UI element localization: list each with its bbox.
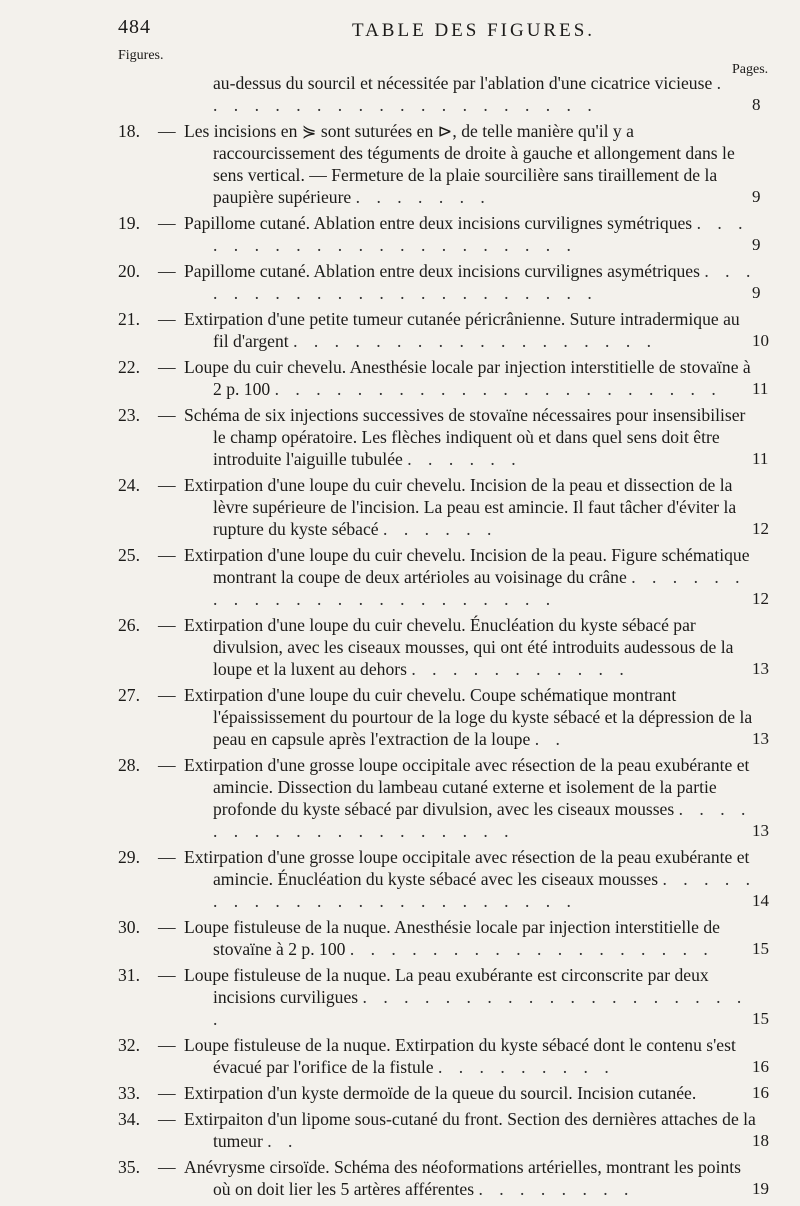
figures-column-label: Figures. — [118, 48, 164, 63]
entry-number: 35. — [118, 1157, 140, 1177]
entry-number: 28. — [118, 755, 140, 775]
entry-page: 9 — [752, 283, 761, 302]
entry-number: 34. — [118, 1109, 140, 1129]
entry-number: 30. — [118, 917, 140, 937]
entry-dash: — — [158, 357, 176, 377]
entry-number: 27. — [118, 685, 140, 705]
entry-text: Extirpation d'une petite tumeur cutanée péricrânienne. Suture intradermique au fil d'argent — [184, 309, 740, 351]
entry-text: Extirpation d'un kyste dermoïde de la queue du sourcil. Incision cutanée. — [184, 1083, 697, 1103]
entry-page: 11 — [752, 379, 769, 398]
entry-dash: — — [158, 405, 176, 425]
entry-dash: — — [158, 475, 176, 495]
entry-dash: — — [158, 213, 176, 233]
list-item: 28. — Extirpation d'une grosse loupe occipitale avec résection de la peau exubérante et amincie. Dissection du lambeau cutané externe et isolement de la partie profonde du kyste sébacé par divulsion, avec les ciseaux mousses . . . . . . . . . . . . . . . . . . . 13 — [0, 754, 800, 842]
list-item: 24. — Extirpation d'une loupe du cuir chevelu. Incision de la peau et dissection de la lèvre supérieure de l'incision. La peau est amincie. Il faut tâcher d'éviter la rupture du kyste sébacé . . . . . . 12 — [0, 474, 800, 540]
entry-number: 33. — [118, 1083, 140, 1103]
list-item: 26. — Extirpation d'une loupe du cuir chevelu. Énucléation du kyste sébacé par divulsion, avec les ciseaux mousses, qui ont été introduits audessous de la loupe et la luxent au dehors . . . . . . . . . . . 13 — [0, 614, 800, 680]
entry-text: Les incisions en ⋟ sont suturées en ⊳, de telle manière qu'il y a raccourcissement des téguments de droite à gauche et allongement dans le sens vertical. — Fermeture de la plaie sourcilière sans tiraillement de la paupière supérieure — [184, 121, 735, 207]
entry-dash: — — [158, 965, 176, 985]
list-item: 23. — Schéma de six injections successives de stovaïne nécessaires pour insensibiliser le champ opératoire. Les flèches indiquent où et dans quel sens doit être introduite l'aiguille tubulée . . . . . . 11 — [0, 404, 800, 470]
entry-text: Loupe fistuleuse de la nuque. Extirpation du kyste sébacé dont le contenu s'est évacué par l'orifice de la fistule — [184, 1035, 736, 1077]
list-item: 20. — Papillome cutané. Ablation entre deux incisions curvilignes asymétriques . . . . . . . . . . . . . . . . . . . . . . 9 — [0, 260, 800, 304]
list-item — [0, 1082, 800, 1104]
entry-page: 13 — [752, 821, 769, 840]
entry-text: Papillome cutané. Ablation entre deux incisions curvilignes asymétriques — [184, 261, 700, 281]
list-item: au-dessus du sourcil et nécessitée par l'ablation d'une cicatrice vicieuse . . . . . . . . . . . . . . . . . . . . 8 — [0, 72, 800, 116]
entry-text: Extirpaiton d'un lipome sous-cutané du front. Section des dernières attaches de la tumeur — [184, 1109, 756, 1151]
entry-number: 20. — [118, 261, 140, 281]
list-item: 32. — Loupe fistuleuse de la nuque. Extirpation du kyste sébacé dont le contenu s'est évacué par l'orifice de la fistule . . . . . . . . . 16 — [0, 1034, 800, 1078]
list-item: 30. — Loupe fistuleuse de la nuque. Anesthésie locale par injection interstitielle de stovaïne à 2 p. 100 . . . . . . . . . . . . . . . . . . 15 — [0, 916, 800, 960]
entry-number: 32. — [118, 1035, 140, 1055]
entry-text: Extirpation d'une grosse loupe occipitale avec résection de la peau exubérante et amincie. Énucléation du kyste sébacé avec les ciseaux mousses — [184, 847, 750, 889]
entry-dash: — — [158, 917, 176, 937]
list-item: 25. — Extirpation d'une loupe du cuir chevelu. Incision de la peau. Figure schématique montrant la coupe de deux artérioles au voisinage du crâne . . . . . . . . . . . . . . . . . . . . . . . 12 — [0, 544, 800, 610]
entry-dash: — — [158, 1083, 176, 1103]
entry-number: 19. — [118, 213, 140, 233]
entry-dash: — — [158, 847, 176, 867]
entry-text: Extirpation d'une loupe du cuir chevelu. Coupe schématique montrant l'épaississement du pourtour de la loge du kyste sébacé et la dépression de la peau en capsule après l'extraction de la loupe — [184, 685, 753, 749]
figure-list — [0, 72, 800, 1204]
list-item: 22. — Loupe du cuir chevelu. Anesthésie locale par injection interstitielle de stovaïne à 2 p. 100 . . . . . . . . . . . . . . . . . . . . . . 11 — [0, 356, 800, 400]
entry-number: 21. — [118, 309, 140, 329]
list-item: 21. — Extirpation d'une petite tumeur cutanée péricrânienne. Suture intradermique au fil d'argent . . . . . . . . . . . . . . . . . . 10 — [0, 308, 800, 352]
list-item: 29. — Extirpation d'une grosse loupe occipitale avec résection de la peau exubérante et amincie. Énucléation du kyste sébacé avec les ciseaux mousses . . . . . . . . . . . . . . . . . . . . . . . 14 — [0, 846, 800, 912]
entry-dash: — — [158, 121, 176, 141]
entry-dash: — — [158, 1157, 176, 1177]
entry-number: 31. — [118, 965, 140, 985]
entry-text: Loupe du cuir chevelu. Anesthésie locale par injection interstitielle de stovaïne à 2 p. 100 — [184, 357, 751, 399]
entry-number: 25. — [118, 545, 140, 565]
entry-page: 16 — [752, 1057, 769, 1076]
entry-text: Extirpation d'une grosse loupe occipitale avec résection de la peau exubérante et amincie. Dissection du lambeau cutané externe et isolement de la partie profonde du kyste sébacé par divulsion, avec les ciseaux mousses — [184, 755, 750, 819]
entry-page: 12 — [752, 589, 769, 608]
entry-page: 15 — [752, 939, 769, 958]
list-item: 27. — Extirpation d'une loupe du cuir chevelu. Coupe schématique montrant l'épaississement du pourtour de la loge du kyste sébacé et la dépression de la peau en capsule après l'extraction de la loupe . . 13 — [0, 684, 800, 750]
entry-dash: — — [158, 755, 176, 775]
entry-number: 23. — [118, 405, 140, 425]
entry-page: 13 — [752, 659, 769, 678]
entry-page: 8 — [752, 95, 761, 114]
entry-dash: — — [158, 261, 176, 281]
entry-number: 26. — [118, 615, 140, 635]
entry-page: 19 — [752, 1179, 769, 1198]
entry-number: 29. — [118, 847, 140, 867]
list-item: 31. — Loupe fistuleuse de la nuque. La peau exubérante est circonscrite par deux incisions curviligues . . . . . . . . . . . . . . . . . . . . 15 — [0, 964, 800, 1030]
entry-dash: — — [158, 1109, 176, 1129]
pages-column-label: Pages. — [732, 62, 769, 77]
entry-text: Loupe fistuleuse de la nuque. La peau exubérante est circonscrite par deux incisions curviligues — [184, 965, 709, 1007]
list-item: 18. — Les incisions en ⋟ sont suturées en ⊳, de telle manière qu'il y a raccourcissement des téguments de droite à gauche et allongement dans le sens vertical. — Fermeture de la plaie sourcilière sans tiraillement de la paupière supérieure . . . . . . . 9 — [0, 120, 800, 208]
entry-page: 9 — [752, 187, 761, 206]
entry-number: 22. — [118, 357, 140, 377]
entry-text: Extirpation d'une loupe du cuir chevelu. Incision de la peau. Figure schématique montrant la coupe de deux artérioles au voisinage du crâne — [184, 545, 750, 587]
list-item: 19. — Papillome cutané. Ablation entre deux incisions curvilignes symétriques . . . . . . . . . . . . . . . . . . . . . 9 — [0, 212, 800, 256]
list-item: 35. — Anévrysme cirsoïde. Schéma des néoformations artérielles, montrant les points où on doit lier les 5 artères afférentes . . . . . . . . 19 — [0, 1156, 800, 1200]
entry-page: 16 — [752, 1083, 769, 1102]
entry-dash: — — [158, 685, 176, 705]
entry-text: Loupe fistuleuse de la nuque. Anesthésie locale par injection interstitielle de stovaïne à 2 p. 100 — [184, 917, 720, 959]
entry-text: Extirpation d'une loupe du cuir chevelu. Énucléation du kyste sébacé par divulsion, avec les ciseaux mousses, qui ont été introduits audessous de la loupe et la luxent au dehors — [184, 615, 734, 679]
entry-page: 18 — [752, 1131, 769, 1150]
entry-page: 10 — [752, 331, 769, 350]
page-number: 484 — [118, 16, 151, 38]
entry-text: au-dessus du sourcil et nécessitée par l'ablation d'une cicatrice vicieuse — [213, 73, 713, 93]
entry-dash: — — [158, 615, 176, 635]
running-title: TABLE DES FIGURES. — [352, 20, 596, 41]
entry-dash: — — [158, 309, 176, 329]
entry-text: Schéma de six injections successives de stovaïne nécessaires pour insensibiliser le champ opératoire. Les flèches indiquent où et dans quel sens doit être introduite l'aiguille tubulée — [184, 405, 746, 469]
entry-dash: — — [158, 545, 176, 565]
entry-text: Papillome cutané. Ablation entre deux incisions curvilignes symétriques — [184, 213, 693, 233]
entry-number: 18. — [118, 121, 140, 141]
entry-page: 15 — [752, 1009, 769, 1028]
entry-page: 9 — [752, 235, 761, 254]
entry-page: 11 — [752, 449, 769, 468]
entry-page: 13 — [752, 729, 769, 748]
entry-text: Extirpation d'une loupe du cuir chevelu. Incision de la peau et dissection de la lèvre supérieure de l'incision. La peau est amincie. Il faut tâcher d'éviter la rupture du kyste sébacé — [184, 475, 737, 539]
entry-page: 14 — [752, 891, 769, 910]
entry-text: Anévrysme cirsoïde. Schéma des néoformations artérielles, montrant les points où on doit lier les 5 artères afférentes — [184, 1157, 741, 1199]
list-item: 34. — Extirpaiton d'un lipome sous-cutané du front. Section des dernières attaches de la tumeur . . 18 — [0, 1108, 800, 1152]
entry-dash: — — [158, 1035, 176, 1055]
entry-page: 12 — [752, 519, 769, 538]
entry-number: 24. — [118, 475, 140, 495]
